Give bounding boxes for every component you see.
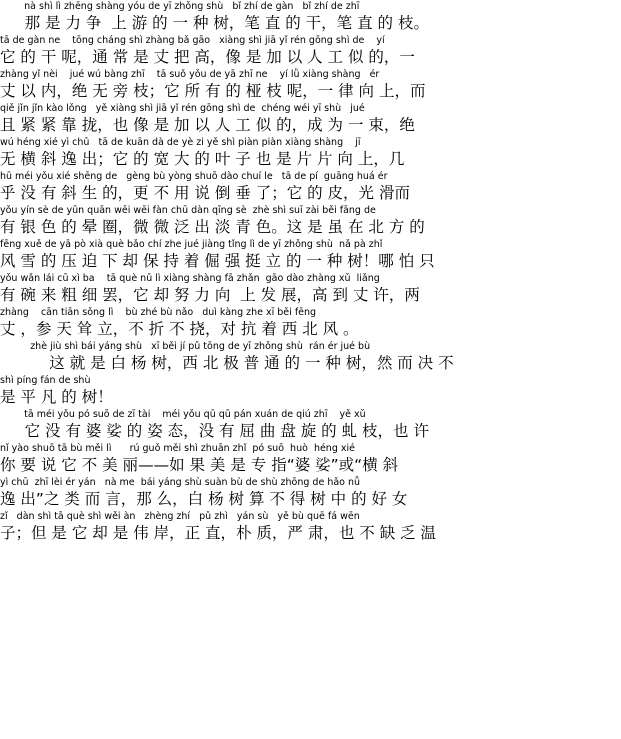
pinyin-row: yì chū zhī lèi ér yán nà me bái yáng shù suàn bù de shù zhōng de hǎo nǚ (0, 477, 361, 488)
pinyin-row: zǐ dàn shì tā què shì wěi àn zhèng zhí pǔ zhì yán sù yě bù quē fá wēn (0, 511, 360, 522)
text-line (0, 374, 621, 408)
pinyin-row: fēng xuě de yā pò xià què bǎo chí zhe jué jiàng tǐng lì de yī zhǒng shù nǎ pà zhǐ (0, 239, 383, 250)
text-line (0, 0, 621, 34)
text-line (0, 476, 621, 510)
hanzi-row: 逸 出”之 类 而 言，那 么，白 杨 树 算 不 得 树 中 的 好 女 (0, 490, 408, 508)
text-line (0, 238, 621, 272)
pinyin-row: tā de gàn ne tōng cháng shì zhàng bǎ gāo xiàng shì jiā yǐ rén gōng shì de yí (0, 35, 385, 46)
hanzi-row: 子；但 是 它 却 是 伟 岸，正 直，朴 质，严 肃，也 不 缺 乏 温 (0, 524, 437, 542)
text-line (0, 204, 621, 238)
text-line (0, 408, 621, 442)
text-line (0, 306, 621, 340)
text-line (0, 68, 621, 102)
hanzi-row: 无 横 斜 逸 出；它 的 宽 大 的 叶 子 也 是 片 片 向 上，几 (0, 150, 405, 168)
hanzi-row: 有 银 色 的 晕 圈，微 微 泛 出 淡 青 色。这 是 虽 在 北 方 的 (0, 218, 425, 236)
text-line (0, 170, 621, 204)
pinyin-row: zhàng yǐ nèi jué wú bàng zhī tā suǒ yǒu de yā zhī ne yí lǜ xiàng shàng ér (0, 69, 380, 80)
text-line (0, 102, 621, 136)
hanzi-row: 那 是 力 争 上 游 的 一 种 树，笔 直 的 干，笔 直 的 枝。 (0, 14, 429, 32)
pinyin-row: hū méi yǒu xié shēng de gèng bù yòng shuō dào chuí le tā de pí guāng huá ér (0, 171, 388, 182)
hanzi-row: 这 就 是 白 杨 树，西 北 极 普 通 的 一 种 树，然 而 决 不 (0, 354, 454, 372)
hanzi-row: 乎 没 有 斜 生 的，更 不 用 说 倒 垂 了；它 的 皮，光 滑而 (0, 184, 410, 202)
hanzi-row: 丈 以 内，绝 无 旁 枝；它 所 有 的 桠 枝 呢，一 律 向 上，而 (0, 82, 426, 100)
pinyin-row: tā méi yǒu pó suō de zī tài méi yǒu qū qū pán xuán de qiú zhī yě xǔ (0, 409, 366, 420)
pinyin-row: yǒu yín sè de yūn quān wēi wēi fàn chū dàn qīng sè zhè shì suī zài běi fāng de (0, 205, 376, 216)
text-line (0, 510, 621, 544)
hanzi-row: 是 平 凡 的 树！ (0, 388, 113, 406)
hanzi-row: 丈 ，参 天 耸 立，不 折 不 挠，对 抗 着 西 北 风 。 (0, 320, 359, 338)
pinyin-row: zhè jiù shì bái yáng shù xī běi jí pǔ tōng de yī zhǒng shù rán ér jué bù (0, 341, 371, 352)
hanzi-row: 它 的 干 呢，通 常 是 丈 把 高，像 是 加 以 人 工 似 的，一 (0, 48, 415, 66)
hanzi-row: 风 雪 的 压 迫 下 却 保 持 着 倔 强 挺 立 的 一 种 树！哪 怕 只 (0, 252, 435, 270)
text-line (0, 272, 621, 306)
text-line (0, 340, 621, 374)
pinyin-row: qiě jǐn jǐn kào lǒng yě xiàng shì jiā yǐ rén gōng shì de chéng wéi yī shù jué (0, 103, 365, 114)
pinyin-row: shì píng fán de shù (0, 375, 91, 386)
text-line (0, 442, 621, 476)
pinyin-row: nà shì lì zhēng shàng yóu de yī zhǒng shù bǐ zhí de gàn bǐ zhí de zhī (0, 1, 360, 12)
pinyin-row: wú héng xié yì chū tā de kuān dà de yè zi yě shì piàn piàn xiàng shàng jī (0, 137, 361, 148)
hanzi-row: 有 碗 来 粗 细 罢，它 却 努 力 向 上 发 展，高 到 丈 许，两 (0, 286, 420, 304)
text-line (0, 136, 621, 170)
hanzi-row: 它 没 有 婆 娑 的 姿 态，没 有 屈 曲 盘 旋 的 虬 枝，也 许 (0, 422, 429, 440)
pinyin-row: yǒu wǎn lái cū xì ba tā què nǔ lì xiàng shàng fā zhǎn gāo dào zhàng xǔ liǎng (0, 273, 380, 284)
hanzi-row: 你 要 说 它 不 美 丽——如 果 美 是 专 指“婆 娑”或“横 斜 (0, 456, 399, 474)
pinyin-row: zhàng cān tiān sǒng lì bù zhé bù nǎo duì kàng zhe xī běi fēng (0, 307, 317, 318)
pinyin-row: nǐ yào shuō tā bù měi lì rú guǒ měi shì zhuān zhǐ pó suō huò héng xié (0, 443, 355, 454)
hanzi-row: 且 紧 紧 靠 拢，也 像 是 加 以 人 工 似 的，成 为 一 束，绝 (0, 116, 415, 134)
text-line (0, 34, 621, 68)
